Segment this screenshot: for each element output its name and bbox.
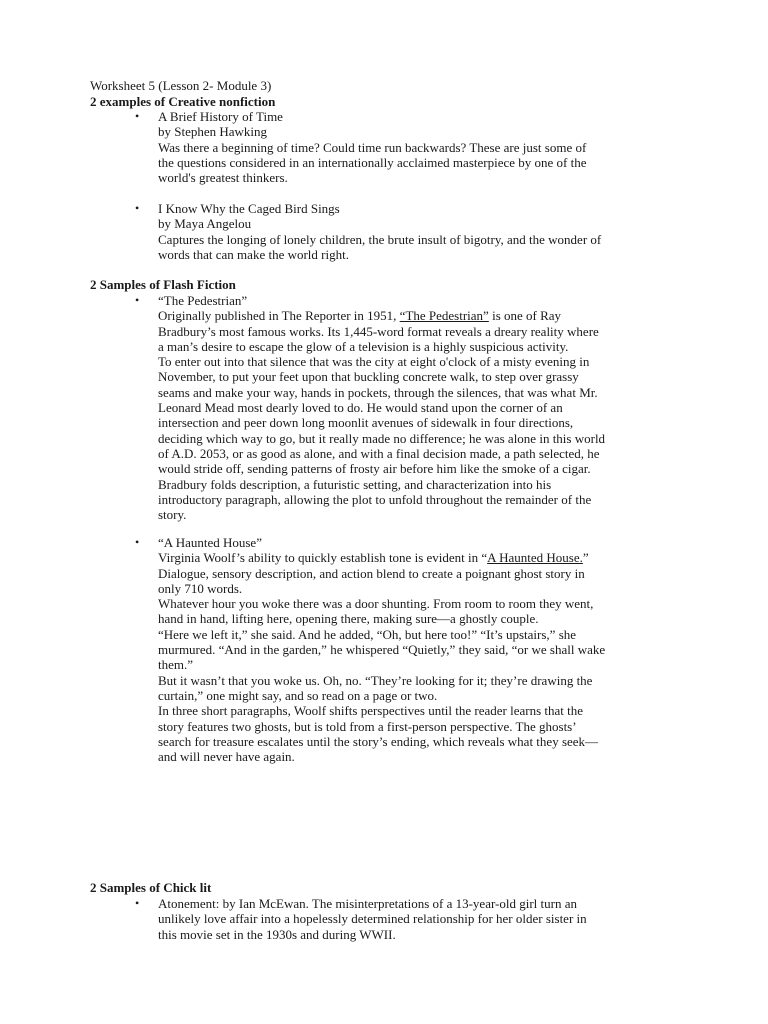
item-text-line: “Here we left it,” she said. And he added, “Oh, but here too!” “It’s upstairs,” she xyxy=(158,626,577,642)
text-segment: Virginia Woolf’s ability to quickly establish tone is evident in “ xyxy=(158,550,488,566)
item-text-line: a man’s desire to escape the glow of a television is a highly suspicious activity. xyxy=(158,338,569,354)
item-text-line: seams and make your way, hands in pockets, through the silences, that was what Mr. xyxy=(158,384,598,400)
item-text-line: Dialogue, sensory description, and action blend to create a poignant ghost story in xyxy=(158,565,585,581)
item-author: by Stephen Hawking xyxy=(158,124,268,140)
bullet-point: • xyxy=(135,293,140,307)
story-title-link[interactable]: “The Pedestrian” xyxy=(399,308,489,324)
text-segment: is one of Ray xyxy=(492,308,562,324)
item-text-line: To enter out into that silence that was the city at eight o'clock of a misty evening in xyxy=(158,354,590,370)
item-text-line: introductory paragraph, allowing the plot to unfold throughout the remainder of the xyxy=(158,491,592,507)
list-item-brief-history xyxy=(158,109,683,185)
list-item-caged-bird xyxy=(158,201,683,262)
item-text-line: world's greatest thinkers. xyxy=(158,170,288,186)
section-heading-flash-fiction: 2 Samples of Flash Fiction xyxy=(90,277,236,292)
item-text-line: Bradbury’s most famous works. Its 1,445-word format reveals a dreary reality where xyxy=(158,323,599,339)
item-text-line: story. xyxy=(158,507,187,523)
item-text-line: the questions considered in an internationally acclaimed masterpiece by one of the xyxy=(158,154,587,170)
text-segment: Originally published in The Reporter in 1951, xyxy=(158,308,397,324)
list-item-the-pedestrian xyxy=(158,293,683,522)
item-text-line xyxy=(158,308,683,323)
text-segment: ” xyxy=(582,550,589,566)
list-item-atonement xyxy=(158,896,683,942)
item-title: “A Haunted House” xyxy=(158,535,262,550)
item-text-line: curtain,” one might say, and so read on a page or two. xyxy=(158,687,438,703)
item-text-line: Leonard Mead most dearly loved to do. He would stand upon the corner of an xyxy=(158,400,563,416)
item-text-line: intersection and peer down long moonlit avenues of sidewalk in four directions, xyxy=(158,415,574,431)
section-heading-creative-nonfiction: 2 examples of Creative nonfiction xyxy=(90,94,276,109)
item-text-line: of A.D. 2053, or as good as alone, and with a final decision made, a path selected, he xyxy=(158,445,600,461)
item-text-line: Whatever hour you woke there was a door shunting. From room to room they went, xyxy=(158,596,594,612)
bullet-point: • xyxy=(135,201,140,215)
story-title-link[interactable]: A Haunted House. xyxy=(487,550,583,566)
item-text-line: hand in hand, lifting here, opening there, making sure—a ghostly couple. xyxy=(158,611,539,627)
item-text-line: and will never have again. xyxy=(158,749,295,765)
item-text-line: November, to put your feet upon that buckling concrete walk, to step over grassy xyxy=(158,369,579,385)
item-text-line: But it wasn’t that you woke us. Oh, no. “They’re looking for it; they’re drawing the xyxy=(158,672,593,688)
bullet-point: • xyxy=(135,109,140,123)
section-heading-chick-lit: 2 Samples of Chick lit xyxy=(90,880,212,895)
item-text-line: search for treasure escalates until the story’s ending, which reveals what they seek— xyxy=(158,733,599,749)
item-text-line: unlikely love affair into a hopelessly determined relationship for her older sister in xyxy=(158,911,587,927)
item-text-line: In three short paragraphs, Woolf shifts perspectives until the reader learns that the xyxy=(158,703,584,719)
item-text-line: deciding which way to go, but it really made no difference; he was alone in this world xyxy=(158,430,606,446)
item-title: I Know Why the Caged Bird Sings xyxy=(158,201,340,216)
item-text-line: this movie set in the 1930s and during WWII. xyxy=(158,926,396,942)
item-text-line: murmured. “And in the garden,” he whispered “Quietly,” they said, “or we shall wake xyxy=(158,642,606,658)
item-text-line: only 710 words. xyxy=(158,580,243,596)
item-text-line: story features two ghosts, but is told from a first-person perspective. The ghosts’ xyxy=(158,718,577,734)
item-text-line: words that can make the world right. xyxy=(158,246,349,262)
item-text-line: Was there a beginning of time? Could time run backwards? These are just some of xyxy=(158,139,587,155)
item-title: “The Pedestrian” xyxy=(158,293,248,308)
item-title: A Brief History of Time xyxy=(158,109,283,124)
bullet-point: • xyxy=(135,535,140,549)
item-text-line: them.” xyxy=(158,657,194,673)
item-text-line: Bradbury folds description, a futuristic setting, and characterization into his xyxy=(158,476,552,492)
bullet-point: • xyxy=(135,896,140,910)
item-author: by Maya Angelou xyxy=(158,216,252,232)
item-text-line: Atonement: by Ian McEwan. The misinterpretations of a 13-year-old girl turn an xyxy=(158,896,577,911)
document-title: Worksheet 5 (Lesson 2- Module 3) xyxy=(90,78,272,93)
item-text-line xyxy=(158,550,683,565)
item-text-line: Captures the longing of lonely children, the brute insult of bigotry, and the wonder of xyxy=(158,231,602,247)
list-item-a-haunted-house xyxy=(158,535,683,764)
item-text-line: would stride off, sending patterns of frosty air before him like the smoke of a cigar. xyxy=(158,461,591,477)
